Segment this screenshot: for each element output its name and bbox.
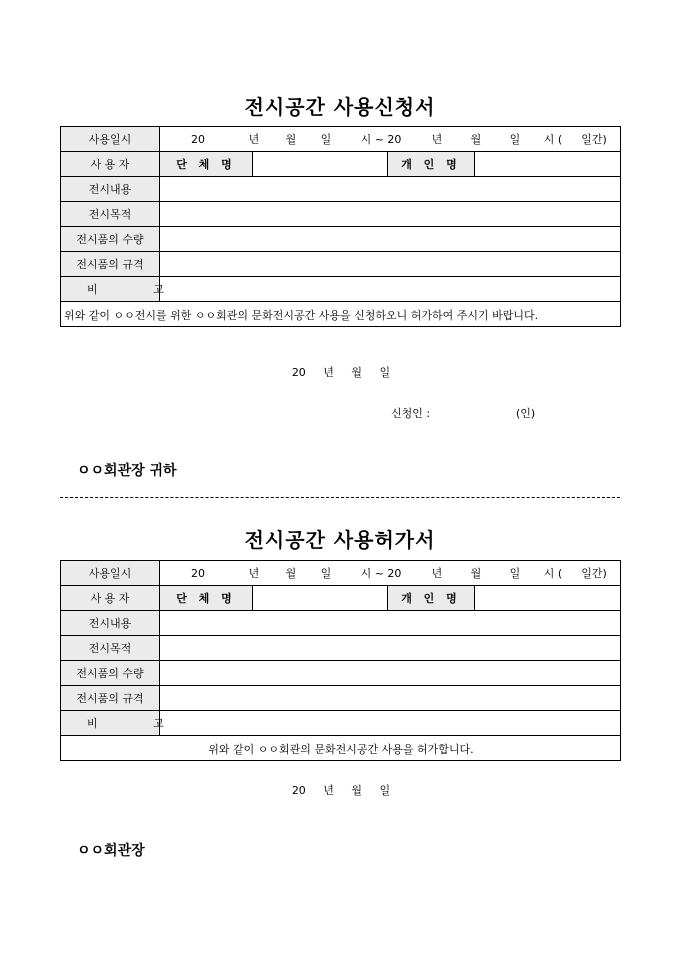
application-date-line: 20 년 월 일 [291, 366, 391, 379]
content-label: 전시내용 [61, 177, 160, 202]
purpose-field[interactable] [160, 202, 621, 227]
date-part: 20 [191, 567, 205, 580]
permit-date-line: 20 년 월 일 [291, 784, 391, 797]
permit-signature: ㅇㅇ회관장 [77, 843, 145, 859]
date-part: 년 [431, 133, 443, 146]
remarks-field[interactable] [160, 277, 621, 302]
date-part: 일 [320, 567, 332, 580]
remarks-field[interactable] [160, 711, 621, 736]
date-part: 월 [470, 133, 482, 146]
spec-label: 전시품의 규격 [61, 686, 160, 711]
content-field[interactable] [160, 177, 621, 202]
person-name-label: 개 인 명 [388, 152, 475, 177]
quantity-row [61, 661, 621, 686]
date-part: 20 [191, 133, 205, 146]
user-label: 사 용 자 [61, 586, 160, 611]
permit-statement: 위와 같이 ㅇㅇ회관의 문화전시공간 사용을 허가합니다. [208, 743, 474, 756]
person-name-label: 개 인 명 [388, 586, 475, 611]
date-part: 일간) [581, 567, 607, 580]
date-part: 일 [509, 567, 521, 580]
date-part: 시 ~ 20 [360, 567, 402, 580]
purpose-label: 전시목적 [61, 202, 160, 227]
application-body-row [61, 302, 621, 327]
permit-title: 전시공간 사용허가서 [244, 528, 436, 552]
application-body [61, 302, 621, 479]
content-label: 전시내용 [61, 611, 160, 636]
date-part: 년 [248, 567, 260, 580]
quantity-label: 전시품의 수량 [61, 227, 160, 252]
date-part: 시 ~ 20 [360, 133, 402, 146]
quantity-field[interactable] [160, 227, 621, 252]
org-name-label: 단 체 명 [160, 152, 253, 177]
date-part: 월 [285, 567, 297, 580]
purpose-row [61, 202, 621, 227]
spec-row [61, 252, 621, 277]
org-name-field[interactable] [253, 152, 388, 177]
application-signature: ㅇㅇ회관장 귀하 [77, 463, 177, 479]
purpose-field[interactable] [160, 636, 621, 661]
date-part: 년 [248, 133, 260, 146]
remarks-label: 비 고 [61, 711, 160, 736]
content-field[interactable] [160, 611, 621, 636]
permit-table [60, 560, 621, 859]
date-part: 시 ( [543, 133, 563, 146]
person-name-field[interactable] [475, 586, 621, 611]
permit-body-row [61, 736, 621, 761]
date-part: 시 ( [543, 567, 563, 580]
spec-row [61, 686, 621, 711]
person-name-field[interactable] [475, 152, 621, 177]
date-part: 월 [470, 567, 482, 580]
user-row [61, 152, 621, 177]
content-row [61, 177, 621, 202]
content-row [61, 611, 621, 636]
date-part: 월 [285, 133, 297, 146]
application-statement: 위와 같이 ㅇㅇ전시를 위한 ㅇㅇ회관의 문화전시공간 사용을 신청하오니 허가하여 주시기 바랍니다. [64, 309, 539, 322]
date-part: 일간) [581, 133, 607, 146]
org-name-label: 단 체 명 [160, 586, 253, 611]
user-label: 사 용 자 [61, 152, 160, 177]
permit-body [61, 736, 621, 859]
usage-date-label: 사용일시 [61, 127, 160, 152]
application-table [60, 126, 621, 479]
spec-label: 전시품의 규격 [61, 252, 160, 277]
spec-field[interactable] [160, 686, 621, 711]
usage-date-row [61, 127, 621, 152]
date-part: 일 [509, 133, 521, 146]
org-name-field[interactable] [253, 586, 388, 611]
quantity-field[interactable] [160, 661, 621, 686]
user-row [61, 586, 621, 611]
usage-date-label: 사용일시 [61, 561, 160, 586]
application-title: 전시공간 사용신청서 [244, 95, 436, 119]
usage-date-field[interactable] [160, 127, 621, 152]
quantity-row [61, 227, 621, 252]
purpose-label: 전시목적 [61, 636, 160, 661]
applicant-label: 신청인 : [391, 407, 431, 420]
remarks-label: 비 고 [61, 277, 160, 302]
usage-date-row [61, 561, 621, 586]
spec-field[interactable] [160, 252, 621, 277]
seal-mark: (인) [516, 407, 536, 420]
usage-date-field[interactable] [160, 561, 621, 586]
purpose-row [61, 636, 621, 661]
quantity-label: 전시품의 수량 [61, 661, 160, 686]
date-part: 년 [431, 567, 443, 580]
remarks-row [61, 277, 621, 302]
remarks-row [61, 711, 621, 736]
section-divider [60, 497, 620, 498]
date-part: 일 [320, 133, 332, 146]
